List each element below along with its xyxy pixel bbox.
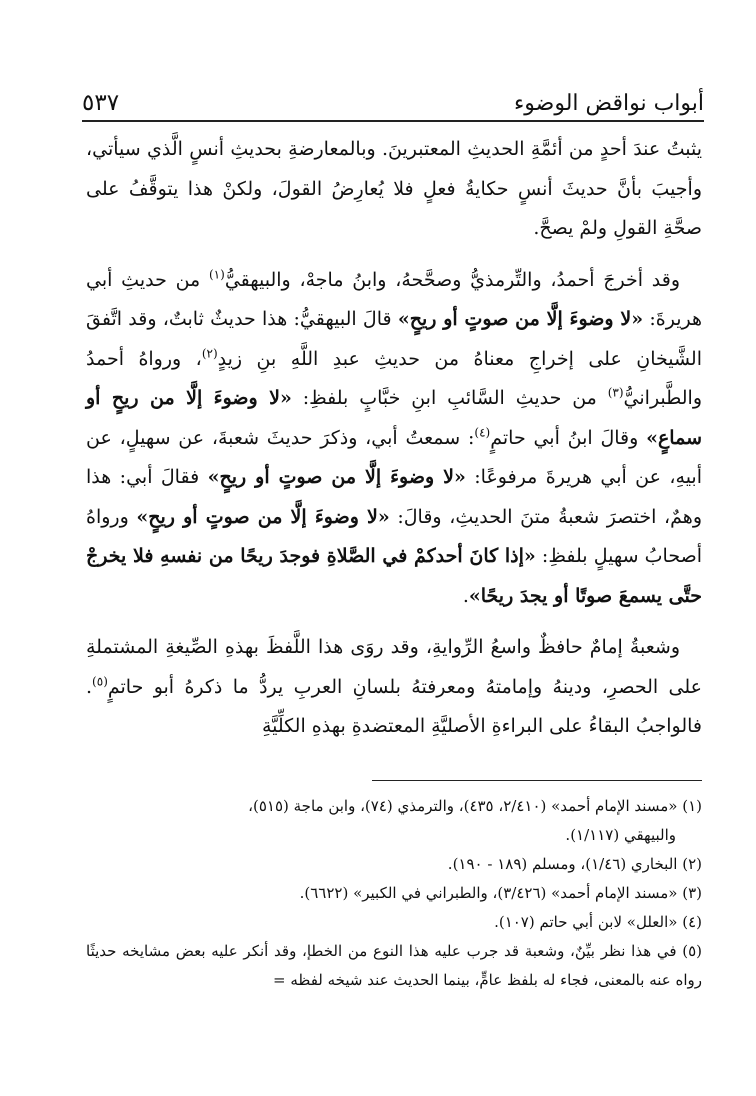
- hadith-quote: «لا وضوءَ إلَّا من صوتٍ أو ريحٍ»: [397, 308, 644, 330]
- running-header: [82, 76, 704, 116]
- hadith-quote: «لا وضوءَ إلَّا من ريحٍ أو سماعٍ»: [86, 387, 702, 449]
- footnotes: [86, 792, 702, 995]
- text-run: : سمعتُ أبي، وذكرَ حديثَ شعبةَ، عن سهيلٍ، عن أبيهِ، عن أبي هريرةَ مرفوعًا:: [86, 426, 703, 488]
- footnote-4: [86, 908, 702, 937]
- footnote-number: (٢): [682, 855, 702, 873]
- footnote-ref-3[interactable]: (٣): [607, 385, 624, 400]
- hadith-quote: «لا وضوءَ إلَّا من صوتٍ أو ريحٍ»: [207, 466, 466, 488]
- header-rule: [82, 120, 704, 122]
- footnote-number: (٤): [682, 913, 702, 931]
- text-run: .: [462, 584, 469, 607]
- text-run: يثبتُ عندَ أحدٍ من أئمَّةِ الحديثِ المعتبرينَ. وبالمعارضةِ بحديثِ أنسٍ الَّذي سيأتي، وأجيبَ بأنَّ حديثَ أنسٍ حكايةُ فعلٍ فلا يُعارِضُ القولَ، ولكنْ هذا يتوقَّفُ على صحَّةِ القولِ ولمْ يصحَّ.: [86, 138, 702, 239]
- text-run: . فالواجبُ البقاءُ على البراءةِ الأصليَّةِ المعتضدةِ بهذهِ الكلِّيَّةِ: [86, 675, 702, 737]
- text-run: ورواهُ أصحابُ سهيلٍ بلفظِ:: [86, 505, 702, 567]
- hadith-quote: «إذا كانَ أحدكمْ في الصَّلاةِ فوجدَ ريحًا من نفسهِ فلا يخرجْ حتَّى يسمعَ صوتًا أو يجدَ ريحًا»: [86, 545, 702, 607]
- text-run: وقد أخرجَ أحمدُ، والتِّرمذيُّ وصحَّحهُ، وابنُ ماجهْ، والبيهقيُّ: [224, 268, 681, 291]
- text-run: من حديثِ أبي هريرةَ:: [86, 268, 702, 330]
- footnote-5: [86, 937, 702, 995]
- footnote-separator: [372, 780, 702, 781]
- chapter-title: أبواب نواقض الوضوء: [513, 91, 704, 116]
- footnote-ref-5[interactable]: (٥): [92, 674, 108, 689]
- hadith-quote: «لا وضوءَ إلَّا من صوتٍ أو ريحٍ»: [136, 505, 390, 528]
- footnote-number: (٥): [682, 942, 702, 960]
- footnote-text: في هذا نظر بيِّنٌ، وشعبة قد جرب عليه هذا النوع من الخطإ، وقد أنكر عليه بعض مشايخه حديثًا رواه عنه بالمعنى، فجاء له بلفظ عامٍّ، بينما الحديث عند شيخه لفظه =: [86, 942, 702, 989]
- footnote-2: [86, 850, 702, 879]
- footnote-number: (١): [682, 797, 702, 815]
- paragraph-3: [86, 628, 702, 747]
- footnote-3: [86, 879, 702, 908]
- page-number: ٥٣٧: [82, 90, 120, 116]
- text-run: وشعبةُ إمامٌ حافظٌ واسعُ الرِّوايةِ، وقد روَى هذا اللَّفظَ بهذهِ الصِّيغةِ المشتملةِ على الحصرِ، ودينهُ وإمامتهُ ومعرفتهُ بلسانِ العربِ يردُّ ما ذكرهُ أبو حاتمٍ: [86, 636, 702, 698]
- text-run: فقالَ أبي: هذا وهمٌ، اختصرَ شعبةُ متنَ الحديثِ، وقالَ:: [86, 466, 702, 528]
- footnote-ref-1[interactable]: (١): [208, 267, 225, 282]
- footnote-text-continued: والبيهقي (١/١١٧).: [565, 826, 676, 844]
- footnote-1: [86, 792, 702, 850]
- footnote-number: (٣): [682, 884, 702, 902]
- text-run: وقالَ ابنُ أبي حاتمٍ: [490, 426, 647, 449]
- footnote-text: «مسند الإمام أحمد» (٣/٤٢٦)، والطبراني في الكبير» (٦٦٢٢).: [299, 884, 678, 902]
- paragraph-2: [86, 261, 702, 617]
- text-run: من حديثِ السَّائبِ ابنِ خبَّابٍ بلفظِ:: [291, 387, 608, 409]
- paragraph-1: [86, 130, 702, 249]
- text-run: قالَ البيهقيُّ: هذا حديثٌ ثابتٌ، وقد اتَّفقَ الشَّيخانِ على إخراجِ معناهُ من حديثِ عبدِ اللَّهِ بنِ زيدٍ: [86, 308, 703, 370]
- footnote-ref-2[interactable]: (٢): [201, 346, 218, 361]
- main-text: [86, 130, 702, 747]
- footnote-text: «العلل» لابن أبي حاتم (١٠٧).: [494, 913, 678, 931]
- footnote-text: البخاري (١/٤٦)، ومسلم (١٨٩ - ١٩٠).: [447, 855, 678, 873]
- footnote-text: «مسند الإمام أحمد» (٢/٤١٠، ٤٣٥)، والترمذي (٧٤)، وابن ماجة (٥١٥)،: [248, 797, 678, 815]
- footnote-ref-4[interactable]: (٤): [474, 425, 491, 440]
- text-run: ، ورواهُ أحمدُ والطَّبرانيُّ: [86, 347, 702, 409]
